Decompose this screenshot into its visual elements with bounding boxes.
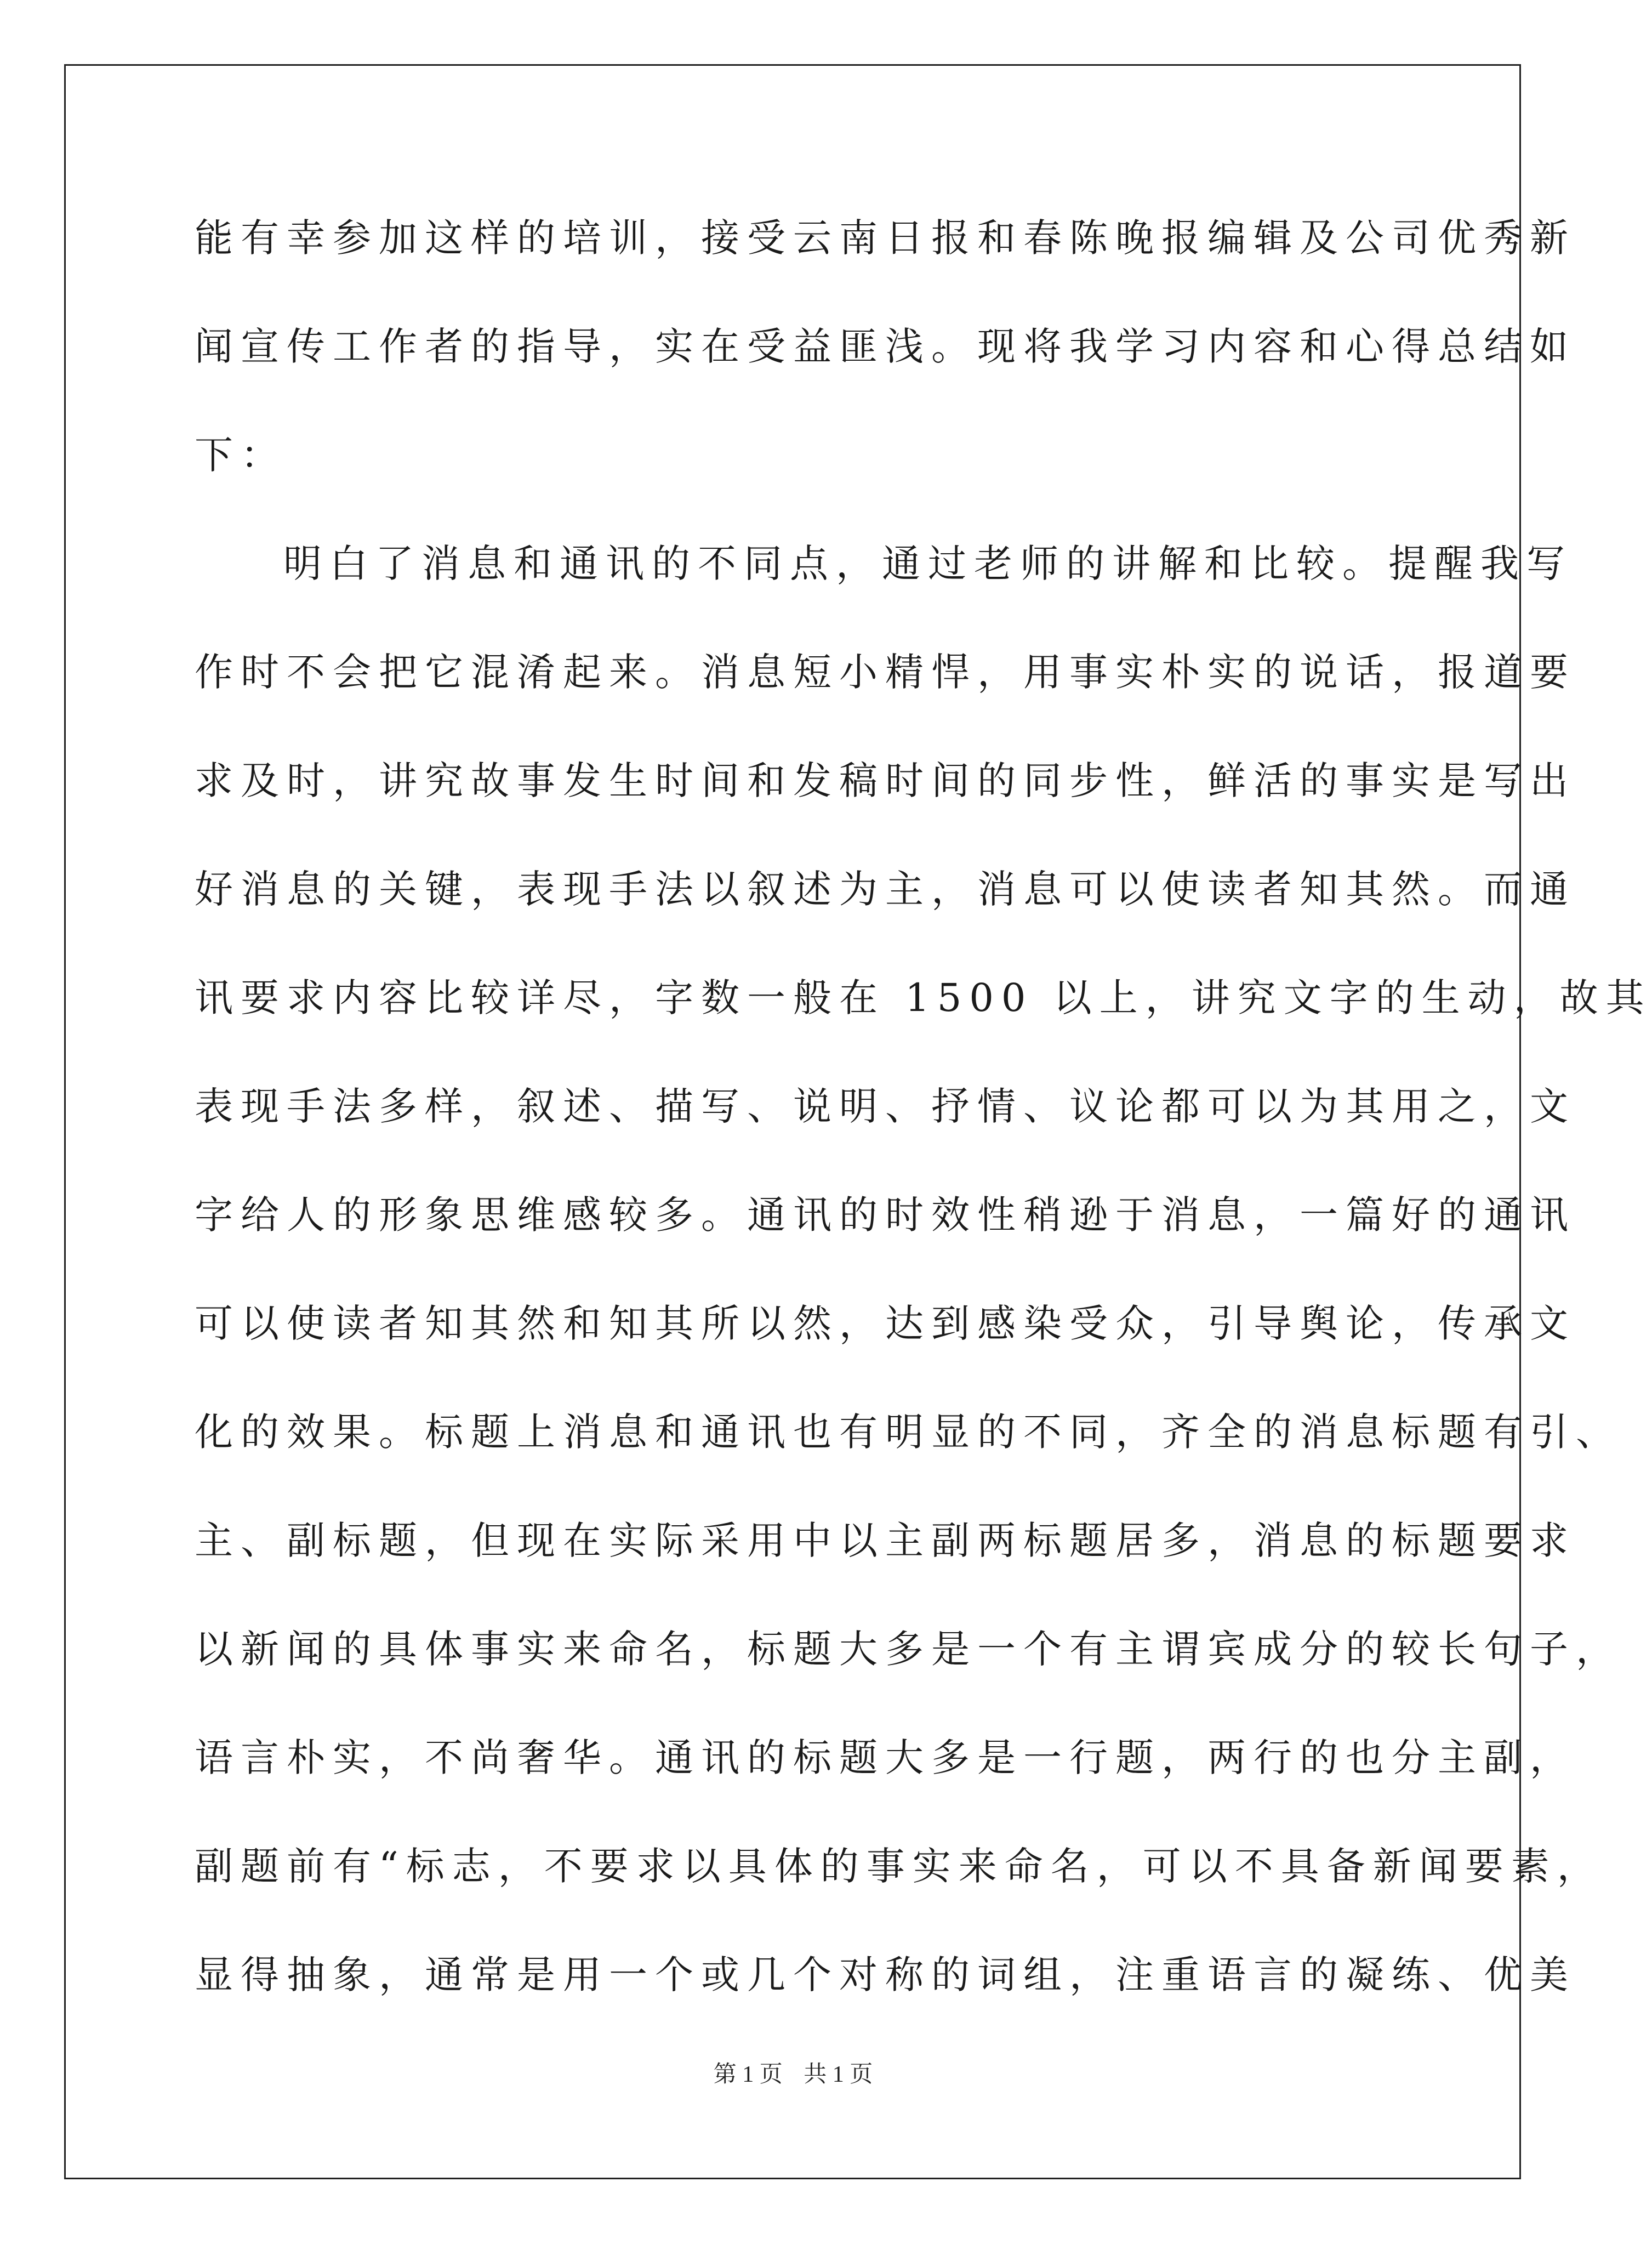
text-line: 主、副标题，但现在实际采用中以主副两标题居多，消息的标题要求 — [195, 1518, 1576, 1563]
body-text — [195, 184, 1652, 2029]
text-line: 讯要求内容比较详尽，字数一般在 1500 以上，讲究文字的生动，故其 — [195, 975, 1652, 1020]
text-line: 化的效果。标题上消息和通讯也有明显的不同，齐全的消息标题有引、 — [195, 1410, 1622, 1455]
text-line: 求及时，讲究故事发生时间和发稿时间的同步性，鲜活的事实是写出 — [195, 758, 1576, 803]
text-line: 下： — [195, 433, 287, 478]
text-line: 能有幸参加这样的培训，接受云南日报和春陈晚报编辑及公司优秀新 — [195, 215, 1576, 260]
text-line: 可以使读者知其然和知其所以然，达到感染受众，引导舆论，传承文 — [195, 1301, 1576, 1346]
text-line: 语言朴实，不尚奢华。通讯的标题大多是一行题，两行的也分主副， — [195, 1735, 1576, 1780]
text-line: 好消息的关键，表现手法以叙述为主，消息可以使读者知其然。而通 — [195, 867, 1576, 912]
text-line: 闻宣传工作者的指导，实在受益匪浅。现将我学习内容和心得总结如 — [195, 324, 1576, 369]
text-line: 副题前有“标志，不要求以具体的事实来命名，可以不具备新闻要素， — [195, 1844, 1603, 1889]
text-line: 字给人的形象思维感较多。通讯的时效性稍逊于消息，一篇好的通讯 — [195, 1192, 1576, 1237]
page-number: 第 1 页 — [713, 2062, 783, 2087]
text-line: 作时不会把它混淆起来。消息短小精悍，用事实朴实的说话，报道要 — [195, 650, 1576, 695]
text-line: 以新闻的具体事实来命名，标题大多是一个有主谓宾成分的较长句子， — [195, 1627, 1622, 1672]
page-footer — [0, 2056, 1586, 2089]
page-total: 共 1 页 — [804, 2062, 873, 2087]
paragraph-start-line: 明白了消息和通讯的不同点，通过老师的讲解和比较。提醒我写 — [283, 541, 1573, 586]
text-line: 表现手法多样，叙述、描写、说明、抒情、议论都可以为其用之，文 — [195, 1084, 1576, 1129]
text-line: 显得抽象，通常是用一个或几个对称的词组，注重语言的凝练、优美 — [195, 1952, 1576, 1997]
